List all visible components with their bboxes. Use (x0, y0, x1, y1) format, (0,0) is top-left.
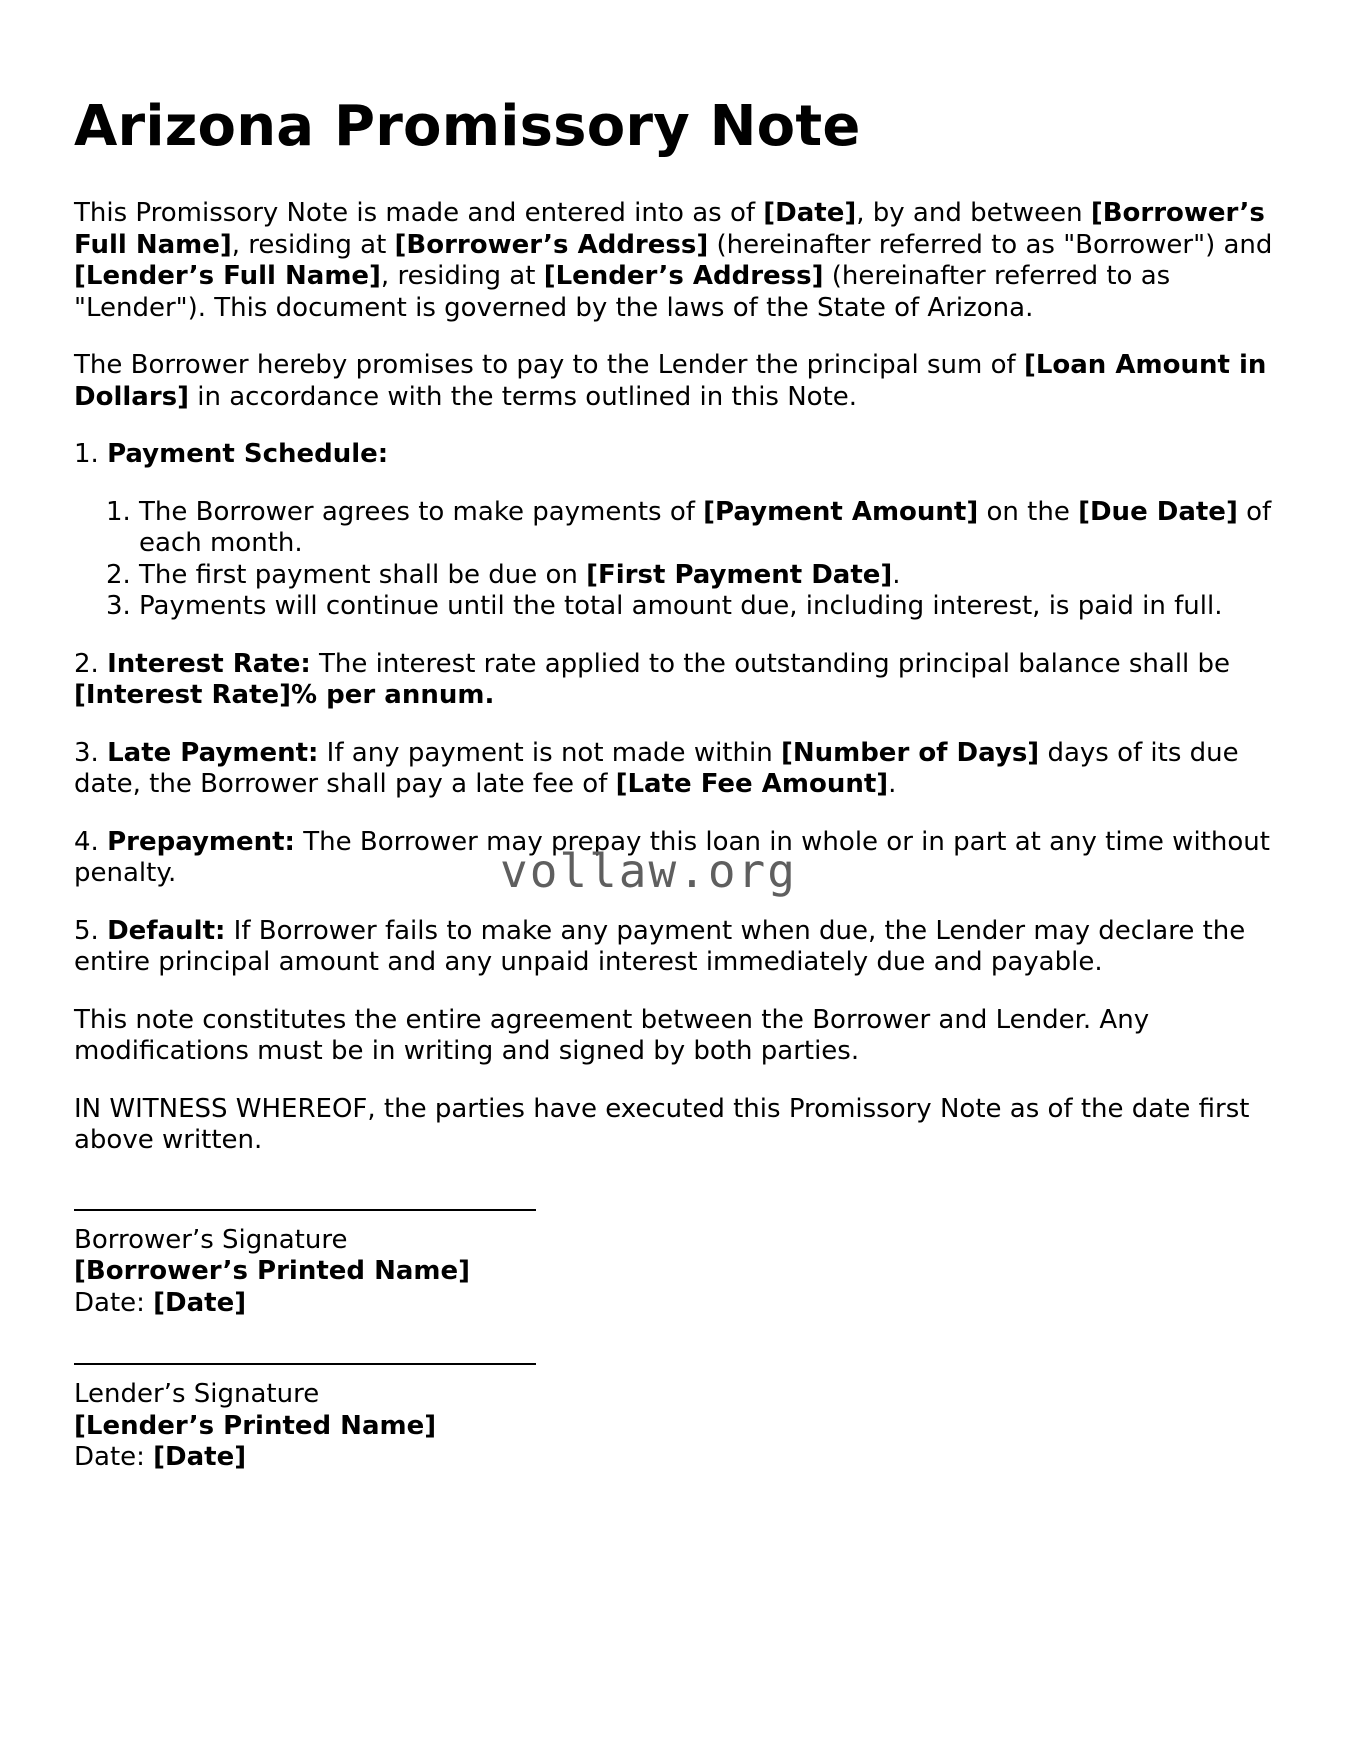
document-page (74, 92, 1274, 1474)
document-title: Arizona Promissory Note (74, 94, 861, 159)
list-item: 1. The Borrower agrees to make payments of [Payment Amount] on the [Due Date] of each month. (106, 496, 1272, 558)
date-placeholder: [Date] (763, 198, 857, 228)
promise-paragraph: The Borrower hereby promises to pay to the Lender the principal sum of [Loan Amount in Dollars] in accordance with the terms outlined in this Note. (74, 350, 1267, 412)
borrower-signature-label: Borrower’s Signature (74, 1224, 348, 1255)
lender-signature-label: Lender’s Signature (74, 1379, 320, 1409)
section-late-payment: 3. Late Payment: If any payment is not made within [Number of Days] days of its due date, the Borrower shall pay a late fee of [Late Fee Amount]. (74, 737, 1239, 799)
payment-schedule-list (74, 497, 1274, 623)
intro-paragraph: This Promissory Note is made and entered into as of [Date], by and between [Borrower’s Full Name], residing at [Borrower’s Address] (hereinafter referred to as "Borrower") and [Lender’s Full Name], residing at [Lender’s Address] (hereinafter referred to as "Lender"). This document is governed by the laws of the State of Arizona. (74, 198, 1273, 323)
lender-date: Date: [Date] (74, 1442, 247, 1472)
lender-name-placeholder: [Lender’s Full Name] (74, 261, 381, 291)
borrower-address-placeholder: [Borrower’s Address] (394, 229, 709, 260)
borrower-date: Date: [Date] (74, 1287, 247, 1318)
borrower-signature-block (74, 1209, 1274, 1320)
list-item: 3. Payments will continue until the total amount due, including interest, is paid in full. (106, 591, 1223, 621)
loan-amount-placeholder: [Loan Amount in Dollars] (74, 350, 1267, 412)
borrower-name-placeholder: [Borrower’s Full Name] (74, 198, 1265, 260)
first-payment-date-placeholder: [First Payment Date] (586, 559, 893, 590)
late-fee-placeholder: [Late Fee Amount] (615, 769, 889, 799)
lender-address-placeholder: [Lender’s Address] (543, 261, 824, 291)
entire-agreement-paragraph: This note constitutes the entire agreement between the Borrower and Lender. Any modifications must be in writing and signed by both parties. (74, 1004, 1150, 1066)
number-of-days-placeholder: [Number of Days] (780, 737, 1040, 768)
interest-rate-placeholder: [Interest Rate]% per annum. (74, 680, 495, 710)
list-item: 2. The first payment shall be due on [First Payment Date]. (106, 559, 901, 590)
watermark: vollaw.org (500, 844, 797, 898)
section-default: 5. Default: If Borrower fails to make any payment when due, the Lender may declare the entire principal amount and any unpaid interest immediately due and payable. (74, 915, 1246, 977)
section-prepayment: 4. Prepayment: The Borrower may prepay this loan in whole or in part at any time without penalty. (74, 826, 1270, 888)
witness-paragraph: IN WITNESS WHEREOF, the parties have executed this Promissory Note as of the date first above written. (74, 1093, 1250, 1155)
borrower-printed-name: [Borrower’s Printed Name] (74, 1256, 470, 1286)
borrower-signature-line[interactable] (74, 1209, 536, 1211)
due-date-placeholder: [Due Date] (1078, 496, 1238, 527)
section-interest-rate: 2. Interest Rate: The interest rate applied to the outstanding principal balance shall be [Interest Rate]% per annum. (74, 648, 1231, 710)
lender-printed-name: [Lender’s Printed Name] (74, 1410, 437, 1441)
lender-signature-block (74, 1363, 1274, 1474)
lender-signature-line[interactable] (74, 1363, 536, 1365)
payment-amount-placeholder: [Payment Amount] (703, 496, 979, 527)
section-payment-schedule-heading: 1. Payment Schedule: (74, 439, 389, 469)
